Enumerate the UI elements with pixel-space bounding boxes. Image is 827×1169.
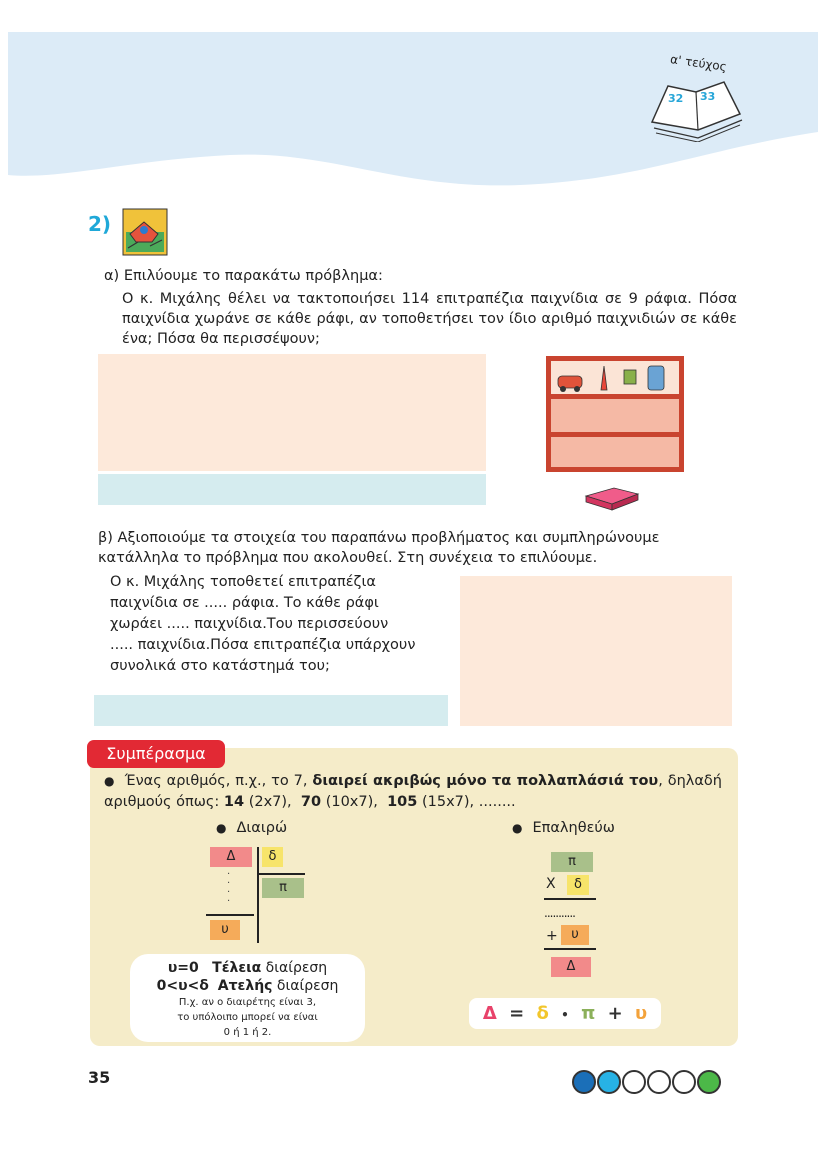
verify-heading: ● Επαληθεύω xyxy=(512,820,615,836)
multiply-sign: Χ xyxy=(546,876,556,892)
part-b-line: παιχνίδια σε ..... ράφια. Το κάθε ράφι xyxy=(110,595,379,611)
remainder-cell: υ xyxy=(210,920,240,940)
part-b-line: χωράει ..... παιχνίδια.Του περισσεύουν xyxy=(110,616,389,632)
verify-line-1 xyxy=(544,898,596,900)
verify-line-2 xyxy=(544,948,596,950)
teuxos-page-right: 33 xyxy=(700,90,716,103)
solve-problem-icon xyxy=(122,208,168,256)
progress-circle-icon xyxy=(647,1070,671,1094)
teuxos-page-left: 32 xyxy=(668,92,684,105)
divide-heading: ● Διαιρώ xyxy=(216,820,288,836)
part-b-line: συνολικά στο κατάστημά του; xyxy=(110,658,330,674)
part-a-problem-text: Ο κ. Μιχάλης θέλει να τακτοποιήσει 114 επιτραπέζια παιχνίδια σε 9 ράφια. Πόσα παιχνίδια χωράνε σε κάθε ράφι, αν τοποθετήσει τον ίδιο αριθμό παιχνιδιών σε κάθε ένα; Πόσα θα περισσέψουν; xyxy=(122,291,737,347)
quotient-cell: π xyxy=(262,878,304,898)
division-vertical-line xyxy=(257,847,259,943)
part-b-label: β) Αξιοποιούμε τα στοιχεία του παραπάνω προβλήματος και συμπληρώνουμε κατάλληλα το πρόβλημα που ακολουθεί. Στη συνέχεια το επιλύουμε. xyxy=(98,530,660,566)
progress-circle-icon xyxy=(572,1070,596,1094)
teuxos-book-badge xyxy=(648,52,748,146)
conclusion-statement: ● Ένας αριθμός, π.χ., το 7, διαιρεί ακριβώς μόνο τα πολλαπλάσιά του, δηλαδή αριθμούς όπως: 14 (2x7), 70 (10x7), 105 (15x7), ........ xyxy=(104,773,722,810)
teuxos-label: α' τεύχος xyxy=(669,52,728,74)
division-horizontal-line xyxy=(257,873,305,875)
verify-dividend-cell: Δ xyxy=(551,957,591,977)
board-game-box-illustration xyxy=(584,484,640,512)
question-number: 2) xyxy=(88,212,112,236)
progress-circle-icon xyxy=(697,1070,721,1094)
dividend-cell: Δ xyxy=(210,847,252,867)
division-dots: · · · · xyxy=(227,869,231,907)
verify-remainder-cell: υ xyxy=(561,925,589,945)
verify-quotient-cell: π xyxy=(551,852,593,872)
part-b-line: Ο κ. Μιχάλης τοποθετεί επιτραπέζια xyxy=(110,574,376,590)
part-b-answer-area[interactable] xyxy=(94,695,448,726)
bullet-icon: ● xyxy=(216,821,227,835)
division-formula: Δ = δ • π + υ xyxy=(469,998,661,1029)
part-b-problem-text xyxy=(110,572,430,677)
part-a-answer-area[interactable] xyxy=(98,474,486,505)
remainder-line xyxy=(206,914,254,916)
part-a-label: α) Επιλύουμε το παρακάτω πρόβλημα: xyxy=(104,268,383,284)
divisor-cell: δ xyxy=(262,847,283,867)
progress-circle-icon xyxy=(597,1070,621,1094)
part-b-work-area[interactable] xyxy=(460,576,732,726)
page-number: 35 xyxy=(88,1068,111,1087)
conclusion-tag: Συμπέρασμα xyxy=(87,740,225,768)
toy-shelf-illustration xyxy=(546,356,684,472)
open-book-icon xyxy=(648,72,744,142)
progress-circle-icon xyxy=(672,1070,696,1094)
part-b-line: ..... παιχνίδια.Πόσα επιτραπέζια υπάρχουν xyxy=(110,637,416,653)
bullet-icon: ● xyxy=(104,774,115,788)
plus-sign: + xyxy=(546,928,558,944)
progress-circle-icon xyxy=(622,1070,646,1094)
part-a-work-area[interactable] xyxy=(98,354,486,471)
division-types-note: υ=0 Τέλεια διαίρεση 0<υ<δ Ατελής διαίρεση Π.χ. αν ο διαιρέτης είναι 3, το υπόλοιπο μπορεί να είναι 0 ή 1 ή 2. xyxy=(130,954,365,1042)
verify-dots: ........... xyxy=(544,906,575,920)
progress-circles xyxy=(572,1070,722,1094)
verify-divisor-cell: δ xyxy=(567,875,589,895)
bullet-icon: ● xyxy=(512,821,523,835)
